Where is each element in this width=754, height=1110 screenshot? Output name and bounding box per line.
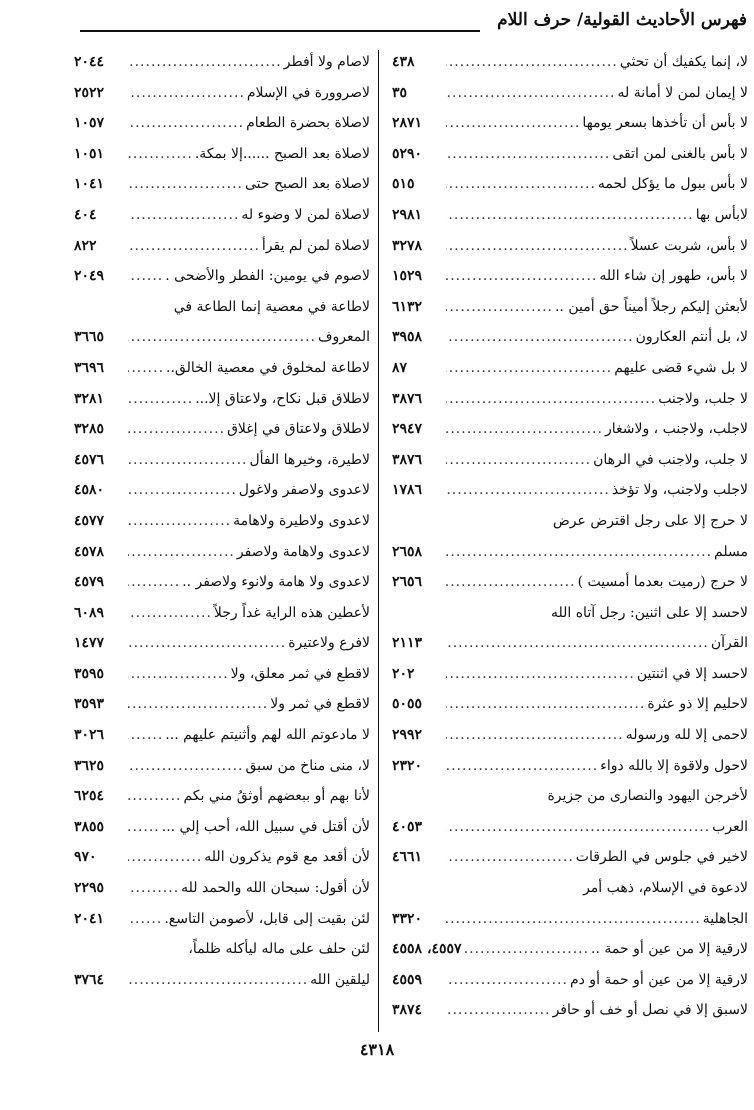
index-entry <box>74 353 370 384</box>
leader-dots <box>128 169 245 200</box>
entry-text: لا بل شيء قضى عليهم <box>614 359 748 376</box>
leader-dots <box>128 414 227 445</box>
entry-text: لا جلب، ولاجنب <box>658 390 748 407</box>
entry-text: لارقية إلا من عين أو حمة أو دم <box>569 971 748 988</box>
leader-dots <box>128 261 165 292</box>
entry-number: ٤٥٥٧، ٤٥٥٨ <box>392 941 462 958</box>
entry-number: ٣٠٢٦ <box>74 727 105 744</box>
index-entry <box>392 231 748 262</box>
leader-dots <box>446 78 618 109</box>
index-entry <box>392 384 748 415</box>
entry-text: لا بأس، شربت عسلاً <box>630 237 748 254</box>
entry-text: لاحسد إلا في اثنتين <box>636 665 748 682</box>
entry-text: لاقطع في ثمر معلق، ولا <box>230 665 370 682</box>
index-entry <box>392 169 748 200</box>
entry-text: لا حرج (رميت بعدما أمسيت ) <box>577 574 748 591</box>
index-entry <box>392 139 748 170</box>
leader-dots <box>446 628 711 659</box>
entry-text: لا بأس بالغنى لمن اتقى <box>612 145 748 162</box>
entry-text: لابأس بها <box>695 206 748 223</box>
page-number: ٤٣١٨ <box>359 1040 395 1059</box>
leader-dots <box>128 78 247 109</box>
entry-text: لاطاعة لمخلوق في معصية الخالق.. <box>166 359 370 376</box>
leader-dots <box>128 904 164 935</box>
index-entry <box>392 720 748 751</box>
leader-dots <box>446 812 712 843</box>
entry-number: ٨٧ <box>392 359 408 376</box>
leader-dots <box>446 261 599 292</box>
entry-text: لأخرجن اليهود والنصارى من جزيرة <box>547 788 748 805</box>
leader-dots <box>446 965 570 996</box>
entry-text: لاصروورة في الإسلام <box>246 84 370 101</box>
entry-number: ٢٥٢٢ <box>74 84 105 101</box>
index-entry <box>392 108 748 139</box>
entry-number: ٢١١٣ <box>392 635 423 652</box>
leader-dots <box>128 812 162 843</box>
index-entry <box>392 751 748 782</box>
leader-dots <box>446 169 598 200</box>
entry-text-continued: المعروف <box>317 329 370 346</box>
index-entry <box>392 567 748 598</box>
header-rule <box>80 30 480 32</box>
leader-dots <box>446 904 703 935</box>
leader-dots <box>462 934 591 965</box>
index-entry <box>74 414 370 445</box>
entry-text: لاصوم في يومين: الفطر والأضحى . <box>165 268 370 285</box>
leader-dots <box>128 720 165 751</box>
index-entry <box>392 965 748 996</box>
entry-text: لاصلاة لمن لم يقرأ <box>261 237 370 254</box>
leader-dots <box>128 506 233 537</box>
entry-number: ١٠٤١ <box>74 176 105 193</box>
entry-number: ٢٩٤٧ <box>392 421 423 438</box>
entry-number: ٣٦٢٥ <box>74 757 105 774</box>
index-entry <box>392 995 748 1026</box>
entry-number: ٤٥٧٨ <box>74 543 105 560</box>
leader-dots <box>446 353 614 384</box>
entry-number: ٦١٣٢ <box>392 298 423 315</box>
index-entry <box>74 169 370 200</box>
index-entry <box>392 78 748 109</box>
entry-text: لأن أقتل في سبيل الله، أحب إلي ... <box>161 818 370 835</box>
leader-dots <box>128 842 204 873</box>
column-divider <box>378 50 379 1032</box>
entry-text: لاحول ولاقوة إلا بالله دواء <box>600 757 748 774</box>
entry-number: ٣٦٦٥ <box>74 329 105 346</box>
leader-dots <box>446 47 620 78</box>
leader-dots <box>128 322 318 353</box>
index-entry <box>392 689 748 720</box>
entry-text: لارقية إلا من عين أو حمة .. <box>591 941 748 958</box>
index-entry <box>74 261 370 292</box>
leader-dots <box>446 537 714 568</box>
entry-text: لئن حلف على ماله ليأكله ظلماً، <box>188 941 370 958</box>
entry-text: لأبعثن إليكم رجلاً أميناً حق أمين .. <box>554 298 748 315</box>
entry-text: لاسبق إلا في نصل أو خف أو حافر <box>552 1002 748 1019</box>
leader-dots <box>446 689 647 720</box>
entry-number: ٥٢٩٠ <box>392 145 423 162</box>
entry-text: لاحسد إلا على اثنين: رجل آتاه الله <box>550 604 748 621</box>
entry-number: ٤٥٥٩ <box>392 971 423 988</box>
entry-text: لاطلاق ولاعتاق في إغلاق <box>227 421 370 438</box>
entry-number: ٢٢٩٥ <box>74 880 105 897</box>
entry-text: لاعدوى ولاطيرة ولاهامة <box>233 512 370 529</box>
index-entry <box>74 598 370 629</box>
index-entry <box>392 781 748 842</box>
leader-dots <box>446 414 605 445</box>
index-entry <box>74 47 370 78</box>
entry-text: لاطلاق قبل نكاح، ولاعتاق إلا... <box>195 390 370 407</box>
index-entry <box>74 139 370 170</box>
entry-text: لاصام ولا أفطر <box>283 54 370 70</box>
leader-dots <box>446 567 578 598</box>
leader-dots <box>446 842 576 873</box>
leader-dots <box>128 659 231 690</box>
index-entry <box>392 200 748 231</box>
entry-number: ٢٠٤١ <box>74 910 105 927</box>
entry-number: ١٧٨٦ <box>392 482 423 499</box>
leader-dots <box>128 873 181 904</box>
entry-text: لا مادعوتم الله لهم وأثنيتم عليهم ... <box>165 727 370 744</box>
leader-dots <box>446 292 555 323</box>
index-entry <box>392 445 748 476</box>
entry-number: ٣٢٧٨ <box>392 237 423 254</box>
entry-number: ١٠٥١ <box>74 145 105 162</box>
entry-number: ٤٦٦١ <box>392 849 423 866</box>
entry-number: ٤٥٨٠ <box>74 482 105 499</box>
index-entry <box>74 842 370 873</box>
index-entry <box>74 475 370 506</box>
leader-dots <box>446 231 631 262</box>
leader-dots <box>128 353 166 384</box>
entry-text-continued: الجاهلية <box>702 910 748 927</box>
index-entry <box>74 659 370 690</box>
entry-text: لا بأس أن تأخذها بسعر يومها <box>582 115 748 132</box>
entry-text-continued: ليلقين الله <box>310 971 370 988</box>
leader-dots <box>446 751 600 782</box>
entry-text: لاجلب ولاجنب، ولا تؤخذ <box>611 482 748 499</box>
entry-number: ٣٣٢٠ <box>392 910 423 927</box>
leader-dots <box>128 445 249 476</box>
entry-text: لا حرج إلا على رجل اقترض عرض <box>552 512 748 529</box>
index-entry <box>74 751 370 782</box>
leader-dots <box>128 689 270 720</box>
leader-dots <box>446 445 593 476</box>
index-entry <box>74 231 370 262</box>
entry-number: ٣٧٦٤ <box>74 971 105 988</box>
index-entry <box>392 842 748 873</box>
entry-text: لاطيرة، وخيرها الفأل <box>249 451 370 468</box>
entry-number: ٢٣٢٠ <box>392 757 423 774</box>
index-entry <box>74 567 370 598</box>
entry-number: ٣٨٧٤ <box>392 1002 423 1019</box>
entry-number: ١٠٥٧ <box>74 115 105 132</box>
index-entry <box>74 200 370 231</box>
entry-number: ٥٠٥٥ <box>392 696 423 713</box>
index-entry <box>74 292 370 353</box>
entry-number: ٢٦٥٦ <box>392 574 423 591</box>
leader-dots <box>446 475 612 506</box>
leader-dots <box>128 475 239 506</box>
index-entry <box>392 353 748 384</box>
leader-dots <box>128 628 288 659</box>
leader-dots <box>446 659 637 690</box>
index-entry <box>74 812 370 843</box>
index-entry <box>392 475 748 506</box>
entry-text: لاحمى إلا لله ورسوله <box>625 727 748 744</box>
entry-number: ٢٩٨١ <box>392 206 423 223</box>
index-entry <box>74 934 370 995</box>
entry-number: ٣٨٥٥ <box>74 818 105 835</box>
entry-text: لاعدوى ولاصفر ولاغول <box>238 482 370 499</box>
index-entry <box>74 720 370 751</box>
index-entry <box>392 659 748 690</box>
entry-text: لا بأس، طهور إن شاء الله <box>599 268 748 285</box>
leader-dots <box>128 965 310 996</box>
entry-text: لاحليم إلا ذو عثرة <box>647 696 748 713</box>
entry-number: ٦٠٨٩ <box>74 604 105 621</box>
entry-number: ٣٥٩٥ <box>74 665 105 682</box>
index-entry <box>392 934 748 965</box>
index-entry <box>74 689 370 720</box>
entry-text: لاصلاة بعد الصبح ......إلا بمكة. <box>194 145 370 162</box>
entry-number: ٣٦٩٦ <box>74 359 105 376</box>
entry-number: ٣٨٧٦ <box>392 451 423 468</box>
entry-text: لاطاعة في معصية إنما الطاعة في <box>173 298 370 315</box>
index-entry <box>392 261 748 292</box>
entry-text: لا، بل أنتم العكارون <box>635 329 748 346</box>
page-header <box>80 6 747 40</box>
leader-dots <box>446 200 696 231</box>
index-entry <box>74 904 370 935</box>
leader-dots <box>128 751 245 782</box>
entry-number: ٤٣٨ <box>392 54 415 70</box>
entry-number: ٢٠٤٩ <box>74 268 105 285</box>
entry-text: لاقطع في ثمر ولا <box>270 696 370 713</box>
leader-dots <box>128 567 182 598</box>
leader-dots <box>128 139 195 170</box>
entry-number: ٢٦٥٨ <box>392 543 423 560</box>
entry-text: لاعدوى ولاهامة ولاصفر <box>236 543 370 560</box>
entry-number: ٦٢٥٤ <box>74 788 105 805</box>
entry-text: لاعدوى ولا هامة ولانوء ولاصفر .. <box>182 574 370 591</box>
entry-text: لاصلاة لمن لا وضوء له <box>241 206 370 223</box>
index-entry <box>74 108 370 139</box>
entry-text: لئن بقيت إلى قابل، لأصومن التاسع. <box>164 910 370 927</box>
entry-text-continued: مسلم <box>714 543 748 560</box>
entry-text: لاصلاة بحضرة الطعام <box>246 115 370 132</box>
entry-text: لا بأس ببول ما يؤكل لحمه <box>597 176 748 193</box>
entry-text-continued: القرآن <box>710 635 748 652</box>
entry-number: ٥١٥ <box>392 176 415 193</box>
leader-dots <box>446 108 582 139</box>
entry-number: ٣٢٨١ <box>74 390 105 407</box>
leader-dots <box>128 47 284 78</box>
leader-dots <box>446 384 658 415</box>
entry-text: لاصلاة بعد الصبح حتى <box>244 176 370 193</box>
entry-number: ٤٠٤ <box>74 206 97 223</box>
entry-number: ٤٠٥٣ <box>392 818 423 835</box>
index-entry <box>74 628 370 659</box>
entry-text: لاجلب، ولاجنب ، ولاشغار <box>604 421 748 438</box>
entry-text: لا، إنما يكفيك أن تحثي <box>619 54 748 70</box>
index-entry <box>74 873 370 904</box>
entry-number: ١٥٢٩ <box>392 268 423 285</box>
entry-number: ٢٠٢ <box>392 665 415 682</box>
entry-number: ٢٨٧١ <box>392 115 423 132</box>
index-entry <box>392 598 748 659</box>
right-column <box>392 47 748 1026</box>
leader-dots <box>128 108 246 139</box>
entry-number: ٢٠٤٤ <box>74 54 105 70</box>
left-column <box>74 47 370 995</box>
entry-number: ٤٥٧٧ <box>74 512 105 529</box>
leader-dots <box>128 537 237 568</box>
entry-text: لا إيمان لمن لا أمانة له <box>617 84 748 101</box>
index-entry <box>392 873 748 934</box>
leader-dots <box>446 322 636 353</box>
index-entry <box>392 47 748 78</box>
index-entry <box>74 445 370 476</box>
entry-number: ٢٩٩٢ <box>392 727 423 744</box>
entry-text: لأنا بهم أو ببعضهم أوثقُ مني بكم <box>183 788 370 805</box>
index-entry <box>392 414 748 445</box>
entry-number: ٣٢٨٥ <box>74 421 105 438</box>
entry-number: ٩٧٠ <box>74 849 97 866</box>
entry-text: لا جلب، ولاجنب في الرهان <box>593 451 748 468</box>
index-entry <box>392 292 748 323</box>
leader-dots <box>446 720 626 751</box>
index-entry <box>74 781 370 812</box>
leader-dots <box>128 598 214 629</box>
leader-dots <box>446 139 612 170</box>
entry-text: لادعوة في الإسلام، ذهب أمر <box>583 880 748 897</box>
leader-dots <box>128 781 183 812</box>
page-title: فهرس الأحاديث القولية/ حرف اللام <box>497 10 747 30</box>
entry-text: لأن أقعد مع قوم يذكرون الله <box>204 849 370 866</box>
entry-text: لا، منى مناخ من سبق <box>245 757 370 774</box>
index-entry <box>392 506 748 567</box>
entry-number: ٨٢٢ <box>74 237 97 254</box>
index-entry <box>392 322 748 353</box>
index-entry <box>74 537 370 568</box>
entry-text: لاخير في جلوس في الطرقات <box>575 849 748 866</box>
leader-dots <box>128 200 241 231</box>
index-entry <box>74 506 370 537</box>
leader-dots <box>128 231 262 262</box>
entry-number: ٣٩٥٨ <box>392 329 423 346</box>
entry-number: ٤٥٧٦ <box>74 451 105 468</box>
entry-number: ٣٥٩٣ <box>74 696 105 713</box>
index-entry <box>74 78 370 109</box>
entry-text-continued: العرب <box>712 818 748 835</box>
entry-text: لأن أقول: سبحان الله والحمد لله <box>181 880 370 897</box>
entry-number: ٣٥ <box>392 84 408 101</box>
entry-text: لأعطين هذه الراية غداً رجلاً <box>213 604 370 621</box>
entry-number: ٣٨٧٦ <box>392 390 423 407</box>
entry-number: ٤٥٧٩ <box>74 574 105 591</box>
entry-text: لافرع ولاعتيرة <box>288 635 370 652</box>
entry-number: ١٤٧٧ <box>74 635 105 652</box>
leader-dots <box>128 384 195 415</box>
leader-dots <box>446 995 553 1026</box>
index-entry <box>74 384 370 415</box>
